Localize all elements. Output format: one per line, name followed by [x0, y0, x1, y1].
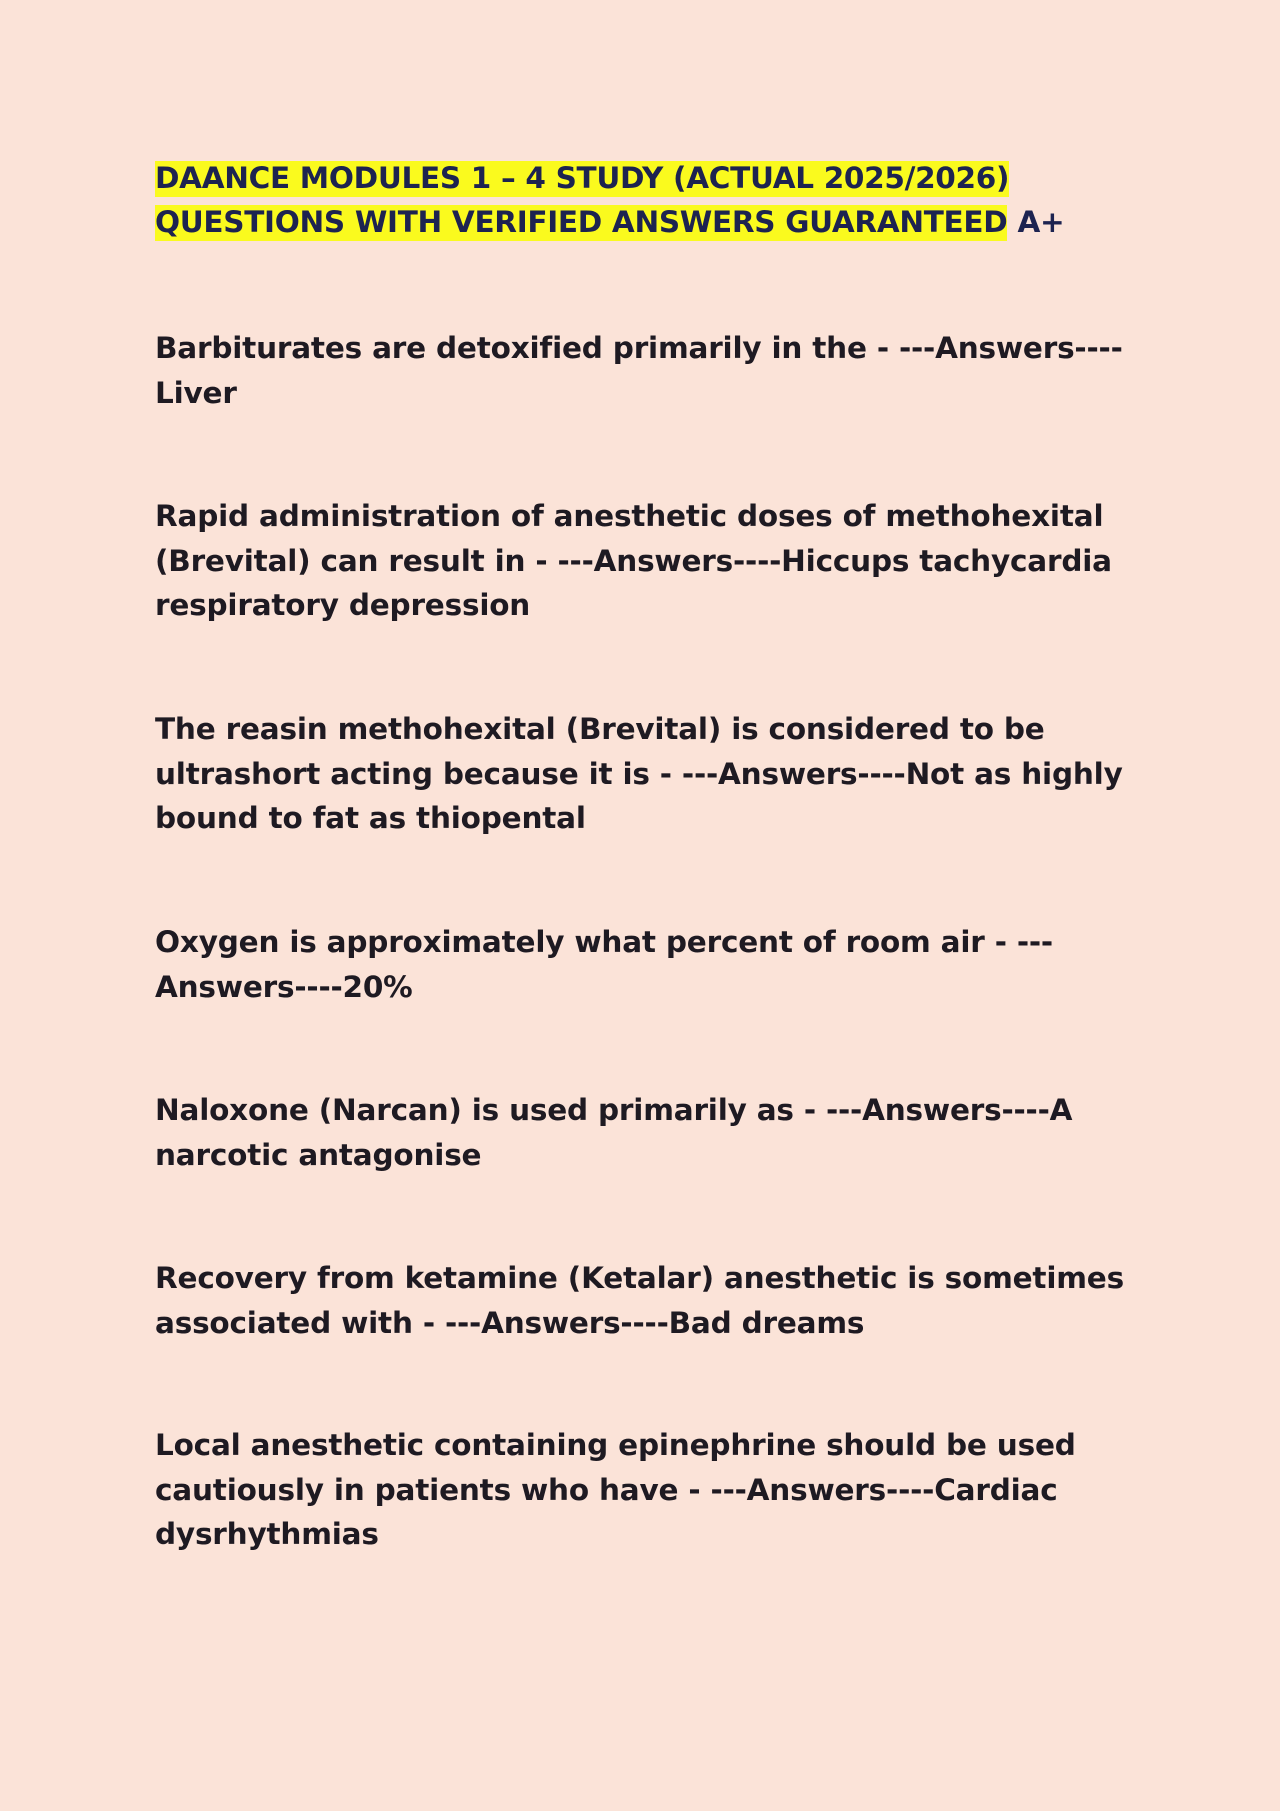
- qa-item-3: The reasin methohexital (Brevital) is considered to be ultrashort acting because it is - ---Answers----Not as highly bound to fat as thiopental: [155, 712, 1123, 835]
- title-highlight-line-2: QUESTIONS WITH VERIFIED ANSWERS GUARANTEED: [155, 205, 1008, 239]
- document-title: [155, 156, 1125, 244]
- title-highlight-line-1: DAANCE MODULES 1 – 4 STUDY (ACTUAL 2025/2026): [155, 161, 1010, 195]
- qa-item-6: Recovery from ketamine (Ketalar) anesthetic is sometimes associated with - ---Answers----Bad dreams: [155, 1261, 1124, 1340]
- qa-item-5: Naloxone (Narcan) is used primarily as - ---Answers----A narcotic antagonise: [155, 1093, 1073, 1172]
- qa-item-1: Barbiturates are detoxified primarily in the - ---Answers----Liver: [155, 331, 1123, 410]
- title-grade: A+: [1017, 205, 1065, 239]
- document-page: [155, 156, 1125, 1551]
- qa-item-4: Oxygen is approximately what percent of room air - ---Answers----20%: [155, 925, 1053, 1004]
- qa-item-7: Local anesthetic containing epinephrine should be used cautiously in patients who have - ---Answers----Cardiac dysrhythmias: [155, 1428, 1076, 1551]
- qa-item-2: Rapid administration of anesthetic doses of methohexital (Brevital) can result in - ---Answers----Hiccups tachycardia respiratory depression: [155, 499, 1112, 622]
